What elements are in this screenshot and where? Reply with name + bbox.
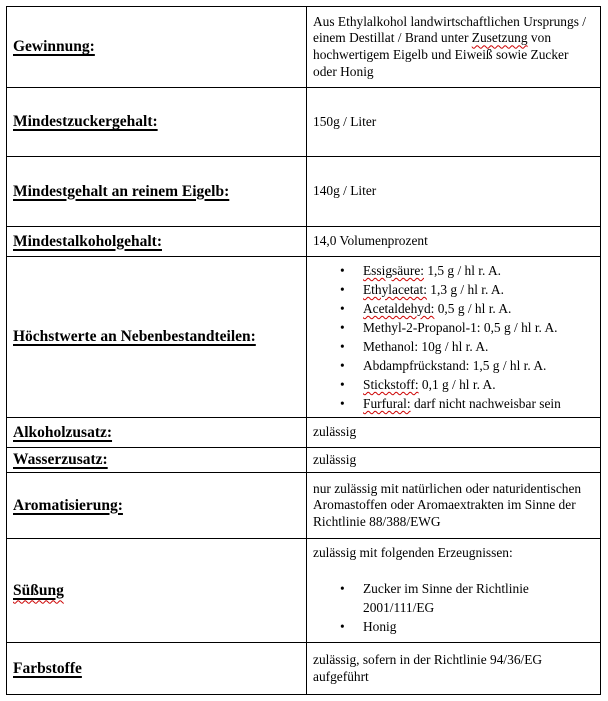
text-run: Aromatisierung: <box>13 496 123 514</box>
text-run: Methyl-2-Propanol-1: 0,5 g / hl r. A. <box>363 320 558 335</box>
spec-value-cell <box>307 418 601 448</box>
value-text <box>313 114 594 131</box>
bullet-item <box>313 299 594 318</box>
text-run: zulässig, sofern in der Richtlinie 94/36/EG aufgeführt <box>313 651 543 684</box>
spec-value-cell <box>307 448 601 473</box>
text-run: 0,5 g / hl r. A. <box>434 301 512 316</box>
table-row-gewinnung <box>7 7 601 88</box>
text-run: Honig <box>363 618 397 634</box>
table-row-suessung <box>7 539 601 643</box>
table-row-mindestgehalt-eigelb <box>7 157 601 227</box>
misspelled-word: Stickstoff: <box>363 377 419 392</box>
spec-label-cell <box>7 448 307 473</box>
value-text <box>313 183 594 200</box>
text-run: 1,5 g / hl r. A. <box>424 263 502 278</box>
table-row-alkoholzusatz <box>7 418 601 448</box>
text-run: Gewinnung: <box>13 38 95 55</box>
bullet-list <box>313 579 594 636</box>
spec-value-cell <box>307 473 601 539</box>
table-row-mindestalkoholgehalt <box>7 227 601 257</box>
value-text <box>313 545 594 562</box>
value-text <box>313 452 594 469</box>
spec-label <box>13 582 64 599</box>
spec-label <box>13 233 162 250</box>
spec-label <box>13 424 112 441</box>
bullet-item <box>313 394 594 413</box>
text-run: 14,0 Volumenprozent <box>313 233 428 249</box>
spec-label <box>13 451 108 468</box>
spec-label <box>13 38 95 55</box>
text-run: Mindestgehalt an reinem Eigelb: <box>13 182 230 200</box>
bullet-item <box>313 261 594 280</box>
misspelled-word: Zusetzung <box>471 30 528 46</box>
text-run: Farbstoffe <box>13 659 82 677</box>
spec-label-cell <box>7 157 307 227</box>
bullet-item <box>313 617 594 636</box>
text-run: 0,1 g / hl r. A. <box>418 377 496 392</box>
spec-value-cell <box>307 88 601 157</box>
misspelled-word: Süßung <box>13 581 64 599</box>
misspelled-word: Acetaldehyd: <box>363 301 435 316</box>
text-run: Mindestzuckergehalt: <box>13 113 158 130</box>
misspelled-word: Ethylacetat: <box>363 282 427 297</box>
spec-label-cell <box>7 7 307 88</box>
spec-label <box>13 183 229 200</box>
spec-label <box>13 113 158 130</box>
blank-line <box>313 562 594 579</box>
text-run: Mindestalkoholgehalt: <box>13 232 162 250</box>
spec-value-cell <box>307 227 601 257</box>
text-run: von hochwertigem Eigelb und Eiweiß sowie Zucker oder Honig <box>313 30 569 79</box>
spec-label-cell <box>7 539 307 643</box>
spec-label-cell <box>7 227 307 257</box>
text-run: Zucker im Sinne der Richtlinie 2001/111/EG <box>363 580 529 615</box>
text-run: zulässig <box>313 424 357 440</box>
text-run: zulässig mit folgenden Erzeugnissen: <box>313 545 513 561</box>
text-run: Aus Ethylalkohol landwirtschaftlichen Ursprungs / einem Destillat / Brand unter <box>313 13 586 46</box>
spec-label <box>13 328 256 345</box>
text-run: Höchstwerte an Nebenbestandteilen: <box>13 328 256 345</box>
spec-table-body <box>7 7 601 695</box>
text-run: 140g / Liter <box>313 183 377 199</box>
bullet-item <box>313 579 594 617</box>
table-row-wasserzusatz <box>7 448 601 473</box>
spec-value-cell <box>307 157 601 227</box>
spec-label-cell <box>7 88 307 157</box>
misspelled-word: Essigsäure: <box>363 263 424 278</box>
bullet-item <box>313 337 594 356</box>
text-run: nur zulässig mit natürlichen oder naturidentischen Aromastoffen oder Aromaextrakten im Sinne der Richtlinie 88/388/EWG <box>313 480 582 529</box>
text-run: Alkoholzusatz: <box>13 423 113 441</box>
value-text <box>313 424 594 441</box>
text-run: Abdampfrückstand: 1,5 g / hl r. A. <box>363 358 547 373</box>
text-run: 1,3 g / hl r. A. <box>426 282 504 297</box>
spec-table <box>6 6 601 695</box>
text-run: zulässig <box>313 451 357 467</box>
bullet-list <box>313 261 594 413</box>
spec-value-cell <box>307 643 601 695</box>
spec-label <box>13 660 82 677</box>
table-row-aromatisierung <box>7 473 601 539</box>
spec-label-cell <box>7 643 307 695</box>
value-text <box>313 233 594 250</box>
text-run: Wasserzusatz: <box>13 451 108 468</box>
text-run: 150g / Liter <box>313 113 377 129</box>
spec-label-cell <box>7 257 307 418</box>
bullet-item <box>313 356 594 375</box>
value-text <box>313 652 594 685</box>
value-text <box>313 481 594 531</box>
table-row-hoechstwerte-nebenbestandteile <box>7 257 601 418</box>
spec-label-cell <box>7 418 307 448</box>
value-text <box>313 14 594 80</box>
misspelled-word: Furfural: <box>363 396 411 411</box>
bullet-item <box>313 375 594 394</box>
bullet-item <box>313 318 594 337</box>
spec-value-cell <box>307 539 601 643</box>
spec-value-cell <box>307 7 601 88</box>
spec-label-cell <box>7 473 307 539</box>
bullet-item <box>313 280 594 299</box>
text-run: Methanol: 10g / hl r. A. <box>363 339 489 354</box>
spec-value-cell <box>307 257 601 418</box>
table-row-mindestzuckergehalt <box>7 88 601 157</box>
table-row-farbstoffe <box>7 643 601 695</box>
spec-label <box>13 497 123 514</box>
text-run: darf nicht nachweisbar sein <box>410 396 561 411</box>
